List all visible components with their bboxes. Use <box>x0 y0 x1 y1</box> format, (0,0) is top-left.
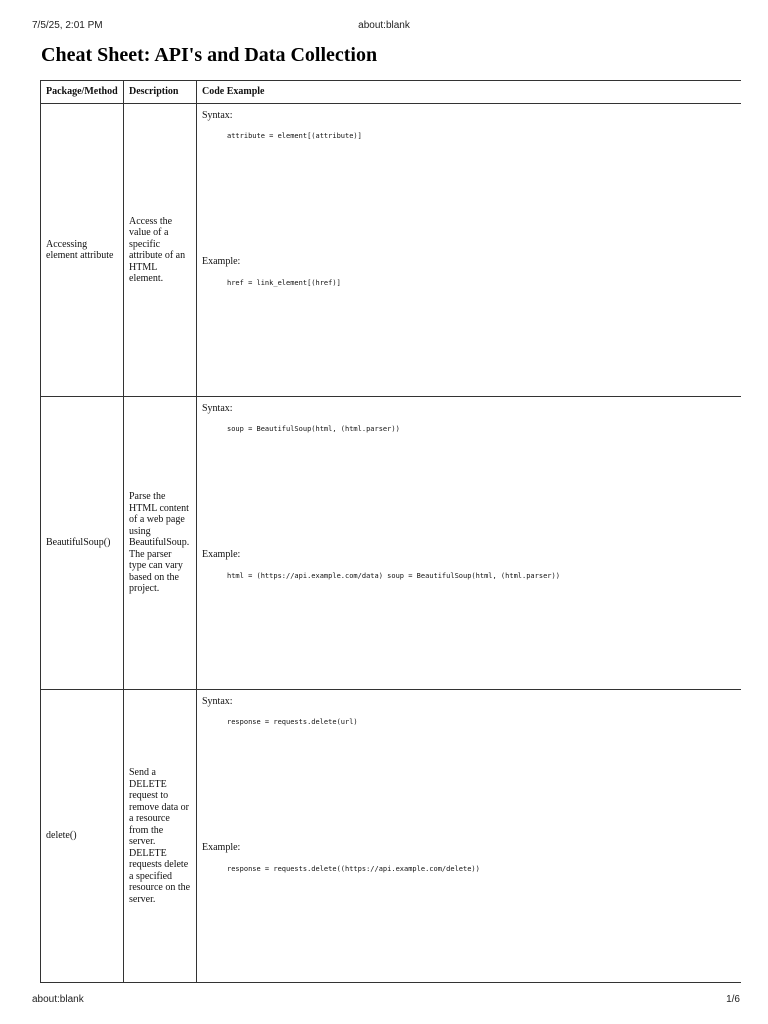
code-example-cell <box>197 690 741 983</box>
example-code: href = link_element[(href)] <box>227 279 341 287</box>
method-cell: delete() <box>41 690 124 983</box>
description-cell: Access the value of a specific attribute of an HTML element. <box>124 104 197 397</box>
method-cell: Accessing element attribute <box>41 104 124 397</box>
column-header-method: Package/Method <box>41 81 124 104</box>
print-page-url: about:blank <box>358 20 410 31</box>
table-row <box>41 690 741 983</box>
column-header-code-example: Code Example <box>197 81 741 104</box>
print-header <box>0 20 768 34</box>
syntax-code: soup = BeautifulSoup(html, (html.parser)) <box>227 425 400 433</box>
example-label: Example: <box>202 842 241 853</box>
description-cell: Parse the HTML content of a web page using BeautifulSoup. The parser type can vary based on the project. <box>124 397 197 690</box>
print-datetime: 7/5/25, 2:01 PM <box>32 20 103 31</box>
example-label: Example: <box>202 549 241 560</box>
table-row <box>41 104 741 397</box>
code-example-cell <box>197 104 741 397</box>
cheat-sheet-table <box>40 80 741 983</box>
example-label: Example: <box>202 256 241 267</box>
example-code: html = (https://api.example.com/data) soup = BeautifulSoup(html, (html.parser)) <box>227 572 560 580</box>
print-footer <box>0 994 768 1008</box>
syntax-code: attribute = element[(attribute)] <box>227 132 362 140</box>
footer-page-number: 1/6 <box>726 994 740 1005</box>
syntax-label: Syntax: <box>202 110 233 121</box>
example-code: response = requests.delete((https://api.example.com/delete)) <box>227 865 480 873</box>
table-header-row <box>41 81 741 104</box>
page-title: Cheat Sheet: API's and Data Collection <box>41 44 378 66</box>
code-example-cell <box>197 397 741 690</box>
syntax-code: response = requests.delete(url) <box>227 718 358 726</box>
method-cell: BeautifulSoup() <box>41 397 124 690</box>
syntax-label: Syntax: <box>202 403 233 414</box>
footer-page-url: about:blank <box>32 994 84 1005</box>
column-header-description: Description <box>124 81 197 104</box>
description-cell: Send a DELETE request to remove data or a resource from the server. DELETE requests delete a specified resource on the server. <box>124 690 197 983</box>
table-row <box>41 397 741 690</box>
syntax-label: Syntax: <box>202 696 233 707</box>
